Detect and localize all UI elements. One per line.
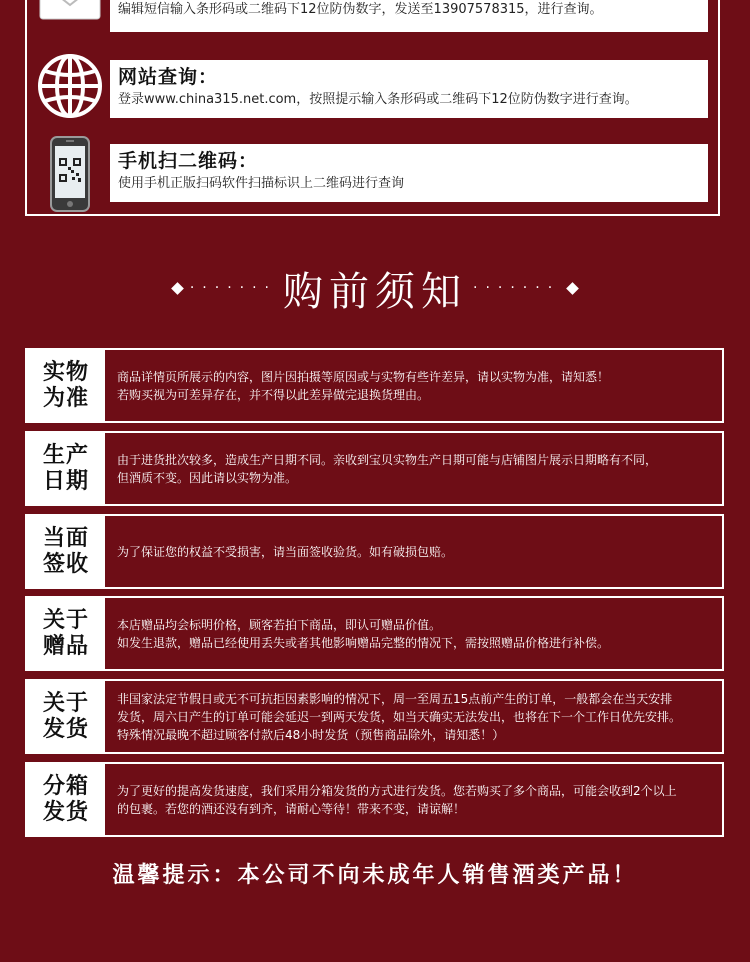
verify-web-desc: 登录www.china315.net.com，按照提示输入条形码或二维码下12位防伪数字进行查询。 [118, 92, 638, 107]
notice-label: 分箱发货 [42, 773, 89, 825]
notice-text-box [105, 350, 722, 421]
notice-split-shipping [25, 762, 724, 837]
notice-label-box [27, 764, 105, 835]
notice-text: 为了保证您的权益不受损害，请当面签收验货。如有破损包赔。 [117, 544, 454, 559]
notice-gifts [25, 596, 724, 671]
notice-actual-item [25, 348, 724, 423]
notice-label-box [27, 433, 105, 504]
notice-text: 由于进货批次较多，造成生产日期不同。亲收到宝贝实物生产日期可能与店铺图片展示日期略有不同， 但酒质不变。因此请以实物为准。 [117, 452, 658, 485]
notice-text: 本店赠品均会标明价格，顾客若拍下商品，即认可赠品价值。 如发生退款，赠品已经使用丢失或者其他影响赠品完整的情况下，需按照赠品价格进行补偿。 [117, 617, 610, 650]
notice-label: 当面签收 [42, 525, 89, 577]
notice-label: 实物为准 [42, 359, 89, 411]
diamond-icon [171, 282, 184, 295]
notice-text-box [105, 433, 722, 504]
verification-panel [25, 0, 720, 216]
notice-label: 关于发货 [42, 690, 89, 742]
notice-label: 生产日期 [42, 442, 89, 494]
phone-qr-icon [35, 134, 105, 214]
notice-text: 为了更好的提高发货速度，我们采用分箱发货的方式进行发货。您若购买了多个商品，可能会收到2个以上 的包裹。若您的酒还没有到齐，请耐心等待！带来不变，请谅解！ [117, 783, 677, 816]
notice-text-box [105, 764, 722, 835]
verify-scan-box [110, 144, 708, 202]
notice-text: 商品详情页所展示的内容，图片因拍摄等原因或与实物有些许差异，请以实物为准，请知悉！ 若购买视为可差异存在，并不得以此差异做完退换货理由。 [117, 369, 610, 402]
verify-scan-desc: 使用手机正版扫码软件扫描标识上二维码进行查询 [118, 176, 405, 191]
notice-label-box [27, 350, 105, 421]
envelope-icon [35, 0, 105, 26]
notice-sign-in-person [25, 514, 724, 589]
notice-label: 关于赠品 [42, 607, 89, 659]
notice-text-box [105, 516, 722, 587]
notice-label-box [27, 681, 105, 752]
section-title: 购前须知 [283, 268, 467, 315]
notice-label-box [27, 598, 105, 669]
notice-text: 非国家法定节假日或无不可抗拒因素影响的情况下，周一至周五15点前产生的订单，一般都会在当天安排 发货，周六日产生的订单可能会延迟一到两天发货，如当天确实无法发出，也将在下一个工作日优先安排。 特殊情况最晚不超过顾客付款后48小时发货（预售商品除外，请知悉！） [117, 691, 682, 742]
verify-sms-desc: 编辑短信输入条形码或二维码下12位防伪数字，发送至13907578315，进行查询。 [118, 2, 603, 17]
verify-scan-title: 手机扫二维码： [118, 150, 259, 172]
notice-text-box [105, 681, 722, 752]
heading-decoration-left: ······· [165, 280, 277, 296]
verify-sms-box [110, 0, 708, 32]
diamond-icon [566, 282, 579, 295]
notice-text-box [105, 598, 722, 669]
section-heading [0, 258, 750, 318]
notice-shipping [25, 679, 724, 754]
verify-web-title: 网站查询： [118, 66, 219, 88]
notice-production-date [25, 431, 724, 506]
footer-warning: 温馨提示：本公司不向未成年人销售酒类产品！ [112, 863, 638, 888]
heading-decoration-right: ······· [473, 280, 585, 296]
notice-label-box [27, 516, 105, 587]
verify-web-box [110, 60, 708, 118]
globe-icon [35, 50, 105, 122]
